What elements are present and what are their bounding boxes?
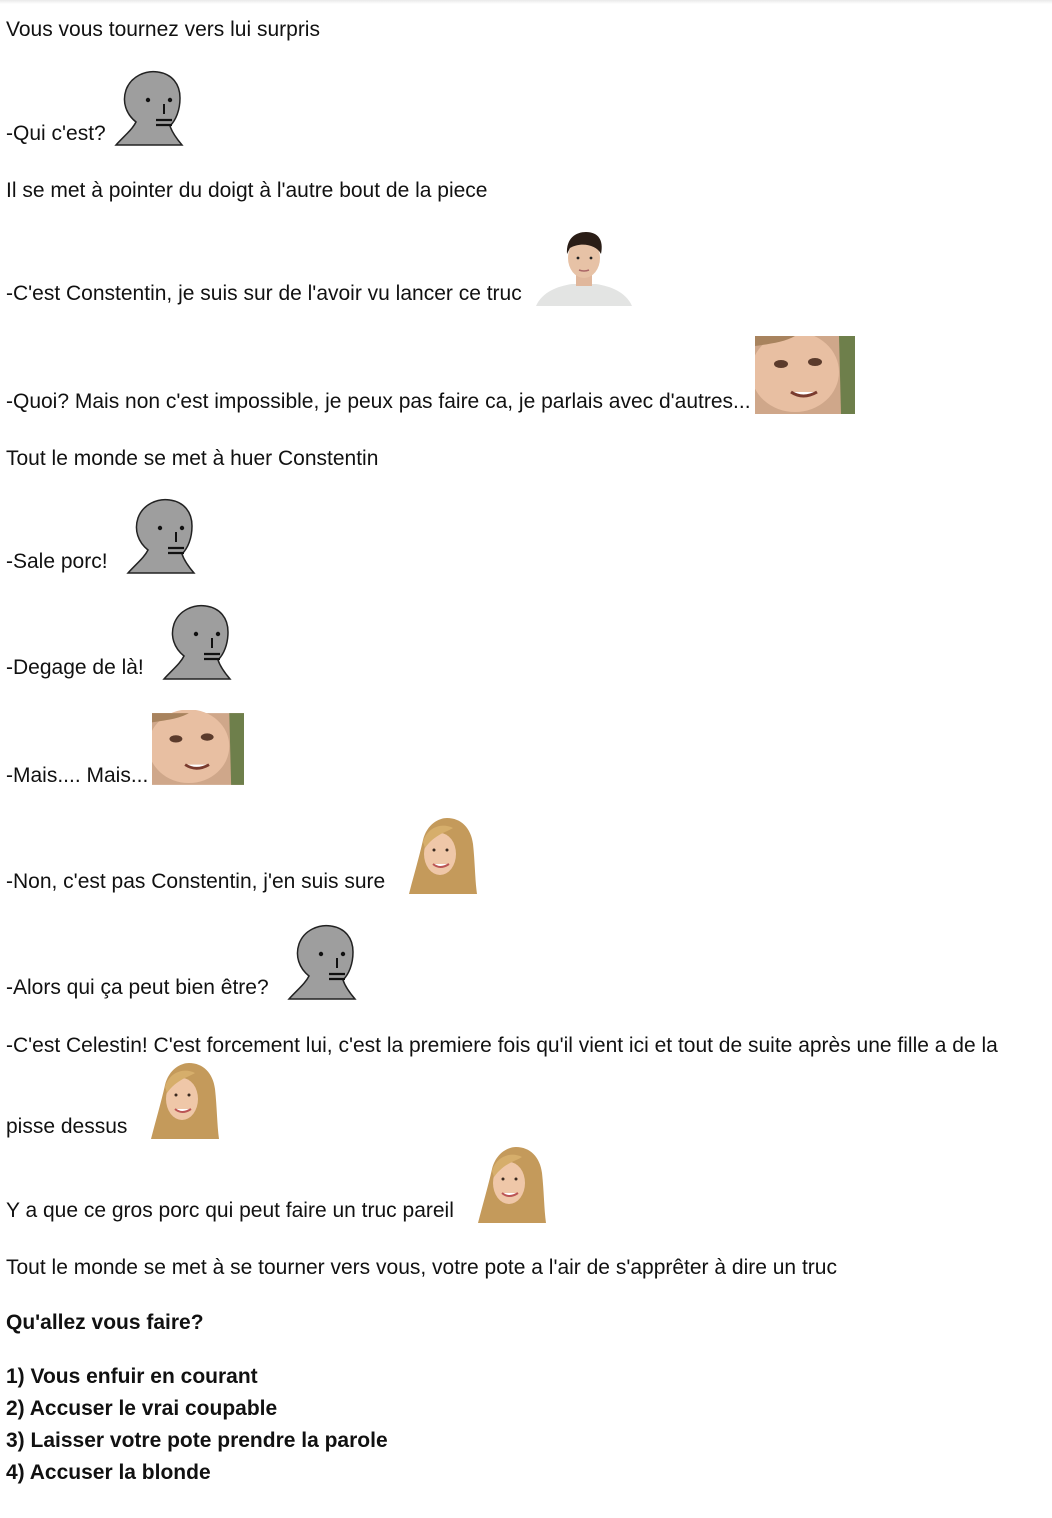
story-text: Il se met à pointer du doigt à l'autre bout de la piece [6, 179, 488, 202]
story-line [6, 604, 232, 680]
choice-3[interactable]: 3) Laisser votre pote prendre la parole [6, 1429, 388, 1452]
blonde-girl-icon [407, 818, 477, 894]
story-text: pisse dessus [6, 1115, 128, 1138]
story-line [6, 1034, 998, 1058]
top-shadow [0, 0, 1052, 4]
story-line [6, 1256, 837, 1280]
choice-item[interactable] [6, 1365, 258, 1389]
story-line [6, 336, 855, 414]
story-text: Vous vous tournez vers lui surpris [6, 18, 320, 41]
story-line [6, 447, 378, 471]
npc-face-icon [126, 498, 196, 574]
blonde-girl-icon [476, 1147, 546, 1223]
story-text: -Degage de là! [6, 656, 144, 679]
question-text: Qu'allez vous faire? [6, 1311, 204, 1334]
story-line [6, 710, 244, 788]
npc-face-icon [114, 70, 184, 146]
story-text: Tout le monde se met à se tourner vers vous, votre pote a l'air de s'apprêter à dire un truc [6, 1256, 837, 1279]
story-text: Y a que ce gros porc qui peut faire un truc pareil [6, 1199, 454, 1222]
story-line [6, 230, 632, 306]
story-line [6, 1147, 546, 1223]
story-text: -C'est Celestin! C'est forcement lui, c'est la premiere fois qu'il vient ici et tout de suite après une fille a de la [6, 1034, 998, 1057]
choice-2[interactable]: 2) Accuser le vrai coupable [6, 1397, 278, 1420]
story-text: -Non, c'est pas Constentin, j'en suis sure [6, 870, 386, 893]
question [6, 1311, 204, 1335]
dark-haired-man-icon [536, 230, 632, 306]
npc-face-icon [287, 924, 357, 1000]
story-text: -Alors qui ça peut bien être? [6, 976, 269, 999]
choice-item[interactable] [6, 1429, 388, 1453]
story-line [6, 179, 487, 203]
story-line [6, 18, 320, 42]
constentin-face-icon [152, 710, 244, 788]
choice-1[interactable]: 1) Vous enfuir en courant [6, 1365, 258, 1388]
story-text: Tout le monde se met à huer Constentin [6, 447, 379, 470]
story-line [6, 1063, 219, 1139]
npc-face-icon [162, 604, 232, 680]
story-line [6, 498, 196, 574]
story-line [6, 924, 357, 1000]
constentin-face-icon [755, 336, 855, 414]
story-line [6, 818, 477, 894]
choice-item[interactable] [6, 1397, 277, 1421]
story-text: -Sale porc! [6, 550, 108, 573]
blonde-girl-icon [149, 1063, 219, 1139]
story-text: -C'est Constentin, je suis sur de l'avoir vu lancer ce truc [6, 282, 522, 305]
choice-4[interactable]: 4) Accuser la blonde [6, 1461, 211, 1484]
story-text: -Mais.... Mais... [6, 764, 149, 787]
story-text: -Quoi? Mais non c'est impossible, je peux pas faire ca, je parlais avec d'autres... [6, 390, 751, 413]
choice-item[interactable] [6, 1461, 211, 1485]
story-line [6, 70, 184, 146]
story-text: -Qui c'est? [6, 122, 106, 145]
